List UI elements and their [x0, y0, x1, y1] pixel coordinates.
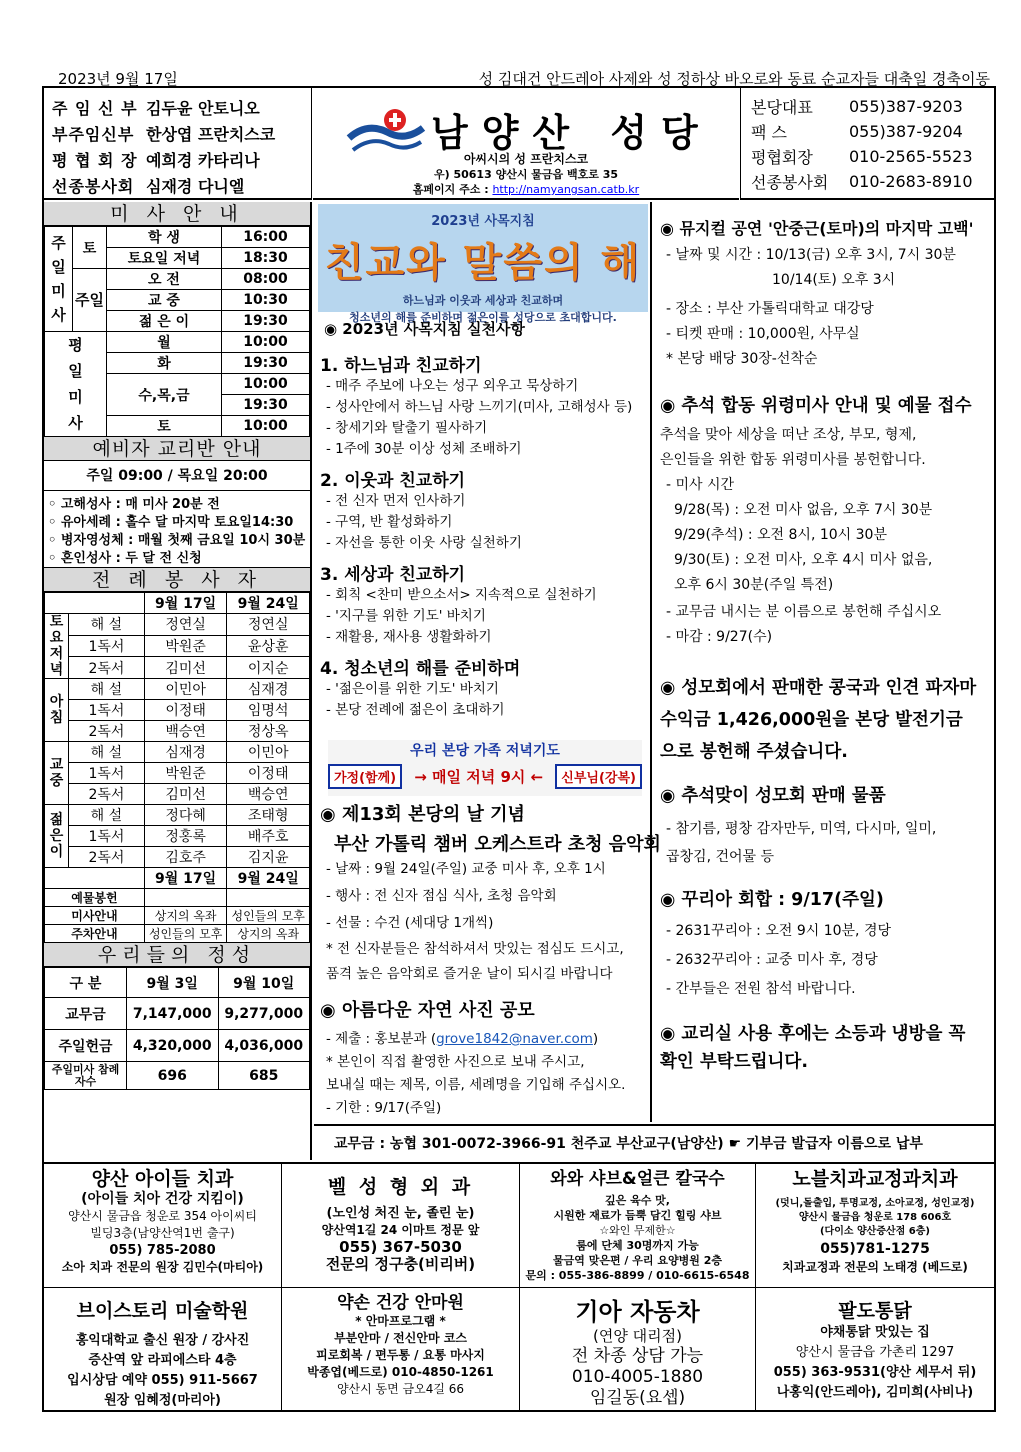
mass-time: 16:00 — [222, 227, 310, 248]
extra-label: 미사안내 — [45, 907, 145, 925]
chuseok-title: ◉ 추석맞이 성모회 판매 물품 — [660, 786, 886, 806]
list-item: * 본인이 직접 촬영한 사진으로 보내 주시고, — [326, 1054, 585, 1070]
role-label: 1독서 — [69, 635, 145, 657]
list-item: - 매주 주보에 나오는 성구 외우고 묵상하기 — [326, 378, 579, 394]
prayer-flow — [328, 764, 642, 789]
pastoral-item-title: 2. 이웃과 친교하기 — [320, 471, 466, 491]
role-label: 해 설 — [69, 679, 145, 700]
ad-plastic-surgery — [282, 1164, 520, 1288]
staff-role: 평 협 회 장 — [52, 150, 138, 170]
person: 백승연 — [144, 721, 227, 742]
classroom-notice-section — [660, 1020, 990, 1076]
parish-day-title: ◉ 제13회 본당의 날 기념 — [320, 804, 525, 825]
list-item: - 1주에 30분 이상 성체 조배하기 — [326, 441, 522, 457]
table-row — [45, 907, 310, 925]
extra-value: 성인들의 모후 — [227, 907, 310, 925]
table-row — [45, 805, 310, 826]
contact-list — [740, 88, 994, 200]
sunday-label: 주일 — [73, 269, 107, 332]
list-item: 확인 부탁드립니다. — [660, 1052, 808, 1072]
table-row — [45, 1062, 310, 1090]
role-label: 해 설 — [69, 805, 145, 826]
photo-contest-section — [320, 996, 650, 1120]
mass-name: 화 — [107, 353, 222, 374]
role-label: 해 설 — [69, 614, 145, 636]
email-link[interactable]: grove1842@naver.com — [436, 1031, 593, 1047]
list-item: - 간부들은 전원 참석 바랍니다. — [666, 981, 856, 997]
ad-line: 부분안마 / 전신안마 코스 — [334, 1331, 467, 1345]
ad-line: 입시상담 예약 055) 911-5667 — [67, 1373, 258, 1388]
staff-role: 주 임 신 부 — [52, 98, 138, 118]
offering-value: 9,277,000 — [218, 998, 310, 1030]
mass-time: 10:00 — [222, 332, 310, 353]
role-label: 1독서 — [69, 700, 145, 721]
list-item: 추석을 맞아 세상을 떠난 조상, 부모, 형제, — [660, 427, 917, 443]
catechumen-time: 주일 09:00 / 목요일 20:00 — [44, 461, 310, 491]
list-item: ◦ 혼인성사 : 두 달 전 신청 — [48, 551, 202, 566]
list-item: - 날짜 및 시간 : 10/13(금) 오후 3시, 7시 30분 — [666, 247, 956, 263]
ad-line: 증산역 앞 라피에스타 4층 — [88, 1353, 237, 1368]
list-item: - 구역, 반 활성화하기 — [326, 514, 453, 530]
chuseok-sales-section — [660, 782, 990, 871]
table-row — [45, 593, 310, 614]
group-label: 젊은이 — [45, 805, 69, 868]
person: 정상옥 — [227, 721, 310, 742]
staff-row — [52, 120, 303, 146]
list-item: - 교무금 내시는 분 이름으로 봉헌해 주십시오 — [666, 604, 942, 620]
person: 박원준 — [144, 635, 227, 657]
ad-art-academy — [44, 1288, 282, 1412]
list-item: 9/30(토) : 오전 미사, 오후 4시 미사 없음, — [674, 552, 933, 568]
extra-label: 주차안내 — [45, 925, 145, 943]
church-name: 남양산 성당 — [431, 111, 712, 155]
mass-name: 토요일 저녁 — [107, 248, 222, 269]
group-label: 교중 — [45, 742, 69, 805]
right-column — [654, 202, 994, 1122]
staff-name: 심재경 다니엘 — [146, 176, 245, 196]
ad-line: 시원한 재료가 듬뿍 담긴 힐링 샤브 — [553, 1209, 722, 1222]
mass-schedule-table — [44, 226, 310, 437]
person: 백승연 — [227, 784, 310, 805]
extra-value: 상지의 옥좌 — [144, 907, 227, 925]
list-item: 9/28(목) : 오전 미사 없음, 오후 7시 30분 — [674, 502, 933, 518]
ad-kia-motors — [520, 1288, 756, 1412]
list-item: - 티켓 판매 : 10,000원, 사무실 — [666, 326, 860, 342]
table-row — [45, 968, 310, 998]
person: 이정태 — [144, 700, 227, 721]
church-patron: 아씨시의 성 프란치스코 — [463, 152, 589, 166]
offering-label: 주일미사 참례자수 — [45, 1062, 127, 1090]
memorial-title: ◉ 추석 합동 위령미사 안내 및 예물 접수 — [660, 396, 972, 416]
mass-time: 18:30 — [222, 248, 310, 269]
evening-prayer-box — [328, 740, 642, 796]
pastoral-title: ◉ 2023년 사목지침 실천사항 — [324, 320, 525, 338]
ad-line: 055) 363-9531(양산 세무서 뒤) — [773, 1365, 977, 1380]
ad-line: 임길동(요셉) — [589, 1388, 686, 1408]
catechumen-title: 예비자 교리반 안내 — [44, 437, 310, 461]
ad-line: 055) 367-5030 — [339, 1238, 462, 1256]
ad-line: 피로회복 / 편두통 / 요통 마사지 — [316, 1348, 485, 1362]
list-item: ◦ 유아세례 : 홀수 달 마지막 토요일14:30 — [48, 515, 294, 530]
offering-value: 4,320,000 — [127, 1030, 219, 1062]
list-item: - 마감 : 9/27(수) — [666, 629, 773, 645]
table-row — [45, 784, 310, 805]
extra-value — [144, 889, 227, 907]
ad-line: 양산시 물금읍 가촌리 1297 — [795, 1345, 955, 1360]
contact-label: 팩 스 — [751, 123, 787, 142]
list-item: - 성사안에서 하느님 사랑 느끼기(미사, 고해성사 등) — [326, 399, 633, 415]
feast-title: 성 김대건 안드레아 사제와 성 정하상 바오로와 동료 순교자들 대축일 경축이동 — [478, 70, 990, 88]
offering-head: 9월 3일 — [127, 968, 219, 998]
parish-day-subtitle: 부산 가톨릭 챔버 오케스트라 초청 음악회 — [334, 834, 661, 855]
person: 이지순 — [227, 657, 310, 679]
ad-line: 깊은 육수 맛, — [605, 1194, 670, 1207]
pastoral-item-title: 4. 청소년의 해를 준비하며 — [320, 659, 521, 679]
prayer-family: 가정(함께) — [328, 764, 402, 789]
ad-title: 양산 아이들 치과 — [91, 1168, 234, 1190]
person: 조태형 — [227, 805, 310, 826]
ad-title: 약손 건강 안마원 — [337, 1293, 464, 1313]
prayer-time: → 매일 저녁 9시 ← — [414, 768, 544, 786]
ad-line: 원장 임혜정(마리아) — [104, 1393, 221, 1408]
list-item: - '지구를 위한 기도' 바치기 — [326, 608, 486, 624]
list-item: 으로 봉헌해 주셨습니다. — [660, 742, 848, 762]
list-item: - 장소 : 부산 가톨릭대학교 대강당 — [666, 301, 874, 317]
contact-value: 010-2565-5523 — [849, 147, 973, 166]
ad-dental-kids — [44, 1164, 282, 1288]
list-item: - 재활용, 재사용 생활화하기 — [326, 629, 492, 645]
liturgy-date: 9월 24일 — [227, 593, 310, 614]
offering-value: 685 — [218, 1062, 310, 1090]
list-item: 품격 높은 음악회로 즐거운 날이 되시길 바랍니다 — [326, 966, 613, 982]
list-item: * 본당 배당 30장-선착순 — [666, 351, 818, 367]
mass-time: 10:00 — [222, 374, 310, 395]
ad-line: 치과교정과 전문의 노태경 (베드로) — [782, 1260, 968, 1274]
table-row — [45, 847, 310, 868]
table-row — [45, 614, 310, 636]
list-item: 10/14(토) 오후 3시 — [772, 272, 896, 288]
contact-row — [751, 119, 984, 144]
offering-head: 구 분 — [45, 968, 127, 998]
submit-label: - 제출 : 홍보분과 ( — [326, 1031, 437, 1047]
table-row — [45, 721, 310, 742]
ad-title: 와와 샤브&얼큰 칼국수 — [550, 1169, 725, 1189]
pastoral-section — [320, 318, 650, 721]
person: 배주호 — [227, 826, 310, 847]
mass-time: 08:00 — [222, 269, 310, 290]
left-column — [44, 202, 312, 1160]
person: 정다혜 — [144, 805, 227, 826]
donation-account: 교무금 : 농협 301-0072-3966-91 천주교 부산교구(남양산) ☛ 기부금 발급자 이름으로 납부 — [314, 1124, 994, 1162]
photo-contest-title: ◉ 아름다운 자연 사진 공모 — [320, 1000, 535, 1021]
ad-line: 소아 치과 전문의 원장 김민수(마티아) — [61, 1260, 264, 1274]
ad-massage — [282, 1288, 520, 1412]
person: 윤상훈 — [227, 635, 310, 657]
ad-line: (노인성 처진 눈, 졸린 눈) — [326, 1206, 475, 1221]
weekday-mass-label: 평일미사 — [45, 332, 107, 437]
photo-submit — [320, 1028, 650, 1051]
ad-line: 전문의 정구충(비리버) — [325, 1255, 476, 1273]
list-item: - 참기름, 평창 감자만두, 미역, 다시마, 일미, — [666, 821, 937, 837]
table-row — [45, 679, 310, 700]
ad-line: (아이들 치아 건강 지킴이) — [81, 1191, 244, 1207]
mass-name: 오 전 — [107, 269, 222, 290]
banner-title: 친교와 말씀의 해 — [324, 240, 642, 286]
contact-label: 평협회장 — [751, 148, 813, 167]
offering-head: 9월 10일 — [218, 968, 310, 998]
offering-label: 교무금 — [45, 998, 127, 1030]
list-item: - 미사 시간 — [666, 477, 735, 493]
person: 김미선 — [144, 784, 227, 805]
extra-value: 상지의 옥좌 — [227, 925, 310, 943]
staff-list — [44, 88, 312, 200]
list-item: 9/29(추석) : 오전 8시, 10시 30분 — [674, 527, 887, 543]
role-label: 2독서 — [69, 657, 145, 679]
mass-time: 19:30 — [222, 395, 310, 416]
staff-name: 예희경 카타리나 — [146, 150, 260, 170]
list-item: - 기한 : 9/17(주일) — [326, 1100, 442, 1116]
list-item: ◦ 고해성사 : 매 미사 20분 전 — [48, 497, 220, 512]
list-item: 곱창김, 건어물 등 — [666, 849, 775, 865]
parish-day-section — [320, 800, 661, 987]
staff-name: 한상엽 프란치스코 — [146, 124, 276, 144]
person: 이정태 — [227, 763, 310, 784]
mass-schedule-title: 미 사 안 내 — [44, 202, 310, 226]
table-row — [45, 998, 310, 1030]
contact-row — [751, 169, 984, 194]
liturgy-title: 전 례 봉 사 자 — [44, 568, 310, 592]
list-item: - '젊은이를 위한 기도' 바치기 — [326, 681, 499, 697]
pastoral-banner — [318, 204, 648, 324]
table-row — [45, 763, 310, 784]
ad-line: 양산역1길 24 이마트 정문 앞 — [321, 1223, 480, 1237]
table-row — [45, 657, 310, 679]
table-row — [45, 269, 310, 290]
list-item: - 날짜 : 9월 24일(주일) 교중 미사 후, 오후 1시 — [326, 861, 606, 877]
list-item: - 행사 : 전 신자 점심 식사, 초청 음악회 — [326, 888, 557, 904]
person: 박원준 — [144, 763, 227, 784]
staff-row — [52, 172, 303, 198]
ad-line: 빌딩3층(남양산역1번 출구) — [90, 1226, 235, 1240]
list-item: - 창세기와 탈출기 필사하기 — [326, 420, 488, 436]
ad-line: 010-4005-1880 — [571, 1367, 704, 1387]
list-item: * 전 신자분들은 참석하셔서 맛있는 점심도 드시고, — [326, 941, 624, 957]
table-row — [45, 742, 310, 763]
ad-line: 양산시 동면 금오4길 66 — [336, 1382, 465, 1396]
staff-name: 김두윤 안토니오 — [146, 98, 260, 118]
table-row — [45, 925, 310, 943]
bulletin-date: 2023년 9월 17일 — [58, 70, 178, 88]
offering-value: 696 — [127, 1062, 219, 1090]
musical-title: ◉ 뮤지컬 공연 '안중근(토마)의 마지막 고백' — [660, 219, 974, 238]
pastoral-item-title: 3. 세상과 친교하기 — [320, 565, 466, 585]
offering-label: 주일헌금 — [45, 1030, 127, 1062]
extra-value: 성인들의 모후 — [144, 925, 227, 943]
liturgy-date: 9월 17일 — [144, 593, 227, 614]
ad-line: (다이소 양산증산점 6층) — [819, 1226, 930, 1237]
website-link[interactable]: http://namyangsan.catb.kr — [492, 183, 640, 196]
submit-end: ) — [592, 1031, 599, 1047]
role-label: 2독서 — [69, 847, 145, 868]
banner-sub1: 하느님과 이웃과 세상과 친교하며 — [402, 294, 564, 307]
offering-table — [44, 967, 310, 1090]
ad-title: 벨 성 형 외 과 — [327, 1176, 474, 1198]
mass-name: 월 — [107, 332, 222, 353]
musical-section — [660, 216, 990, 372]
table-row — [45, 227, 310, 248]
staff-role: 선종봉사회 — [52, 176, 135, 196]
list-item: 오후 6시 30분(주일 특전) — [674, 577, 834, 593]
list-item: - 2632꾸리아 : 교중 미사 후, 경당 — [666, 952, 878, 968]
mass-time: 10:00 — [222, 416, 310, 437]
contact-row — [751, 144, 984, 169]
list-item: - 전 신자 먼저 인사하기 — [326, 493, 466, 509]
table-row — [45, 826, 310, 847]
ad-title: 기아 자동차 — [575, 1298, 700, 1326]
ad-line: 룸에 단체 30명까지 가능 — [576, 1239, 699, 1252]
list-item: - 본당 전례에 젊은이 초대하기 — [326, 702, 505, 718]
ad-title: 노블치과교정과치과 — [792, 1168, 958, 1190]
ad-line: * 안마프로그램 * — [355, 1314, 446, 1328]
advertisements — [44, 1162, 994, 1410]
staff-row — [52, 146, 303, 172]
mass-name: 수,목,금 — [107, 374, 222, 416]
mass-time: 10:30 — [222, 290, 310, 311]
person: 심재경 — [227, 679, 310, 700]
table-row — [45, 1030, 310, 1062]
mass-name: 학 생 — [107, 227, 222, 248]
list-item: 보내실 때는 제목, 이름, 세례명을 기입해 주십시오. — [326, 1077, 626, 1093]
church-header — [313, 88, 739, 200]
list-item: 은인들을 위한 합동 위령미사를 봉헌합니다. — [660, 452, 926, 468]
ad-line: 문의 : 055-386-8899 / 010-6615-6548 — [525, 1269, 750, 1282]
list-item: ◉ 교리실 사용 후에는 소등과 냉방을 꼭 — [660, 1024, 966, 1044]
ad-line: 홍익대학교 출신 원장 / 강사진 — [75, 1333, 250, 1348]
curia-section — [660, 886, 990, 1004]
table-row — [45, 332, 310, 353]
sacrament-notices — [44, 491, 310, 568]
curia-title: ◉ 꾸리아 회합 : 9/17(주일) — [660, 890, 884, 910]
person: 심재경 — [144, 742, 227, 763]
group-label: 토요저녁 — [45, 614, 69, 679]
person: 임명석 — [227, 700, 310, 721]
table-row — [45, 868, 310, 889]
table-row — [45, 889, 310, 907]
person: 김지윤 — [227, 847, 310, 868]
church-address: 우) 50613 양산시 물금읍 백호로 35 — [433, 168, 618, 181]
ad-line: 나홍익(안드레아), 김미희(사비나) — [776, 1385, 974, 1400]
contact-label: 본당대표 — [751, 98, 813, 117]
mass-name: 토 — [107, 416, 222, 437]
list-item: 수익금 1,426,000원을 본당 발전기금 — [660, 710, 963, 730]
person: 이민아 — [144, 679, 227, 700]
contact-value: 055)387-9203 — [849, 97, 963, 116]
person: 이민아 — [227, 742, 310, 763]
liturgy-date: 9월 24일 — [227, 868, 310, 889]
middle-column — [314, 202, 661, 1122]
list-item: ◦ 병자영성체 : 매월 첫째 금요일 10시 30분 — [48, 533, 306, 548]
ad-line: ☆와인 무제한☆ — [599, 1224, 676, 1237]
ad-title: 브이스토리 미술학원 — [76, 1300, 249, 1322]
mass-name: 교 중 — [107, 290, 222, 311]
mass-time: 19:30 — [222, 353, 310, 374]
church-website — [313, 181, 739, 197]
mass-name: 젊 은 이 — [107, 311, 222, 332]
extra-label: 예물봉헌 — [45, 889, 145, 907]
ad-line: 물금역 맞은편 / 우리 요양병원 2층 — [553, 1254, 722, 1267]
contact-row — [751, 94, 984, 119]
ad-orthodontics — [756, 1164, 994, 1288]
role-label: 1독서 — [69, 826, 145, 847]
role-label: 2독서 — [69, 721, 145, 742]
list-item: - 자선을 통한 이웃 사랑 실천하기 — [326, 535, 522, 551]
ad-title: 팔도통닭 — [838, 1300, 912, 1322]
banner-year: 2023년 사목지침 — [431, 214, 535, 229]
list-item: - 2631꾸리아 : 오전 9시 10분, 경당 — [666, 923, 891, 939]
offering-value: 4,036,000 — [218, 1030, 310, 1062]
person: 김호주 — [144, 847, 227, 868]
weekend-mass-label: 주일미사 — [45, 227, 73, 332]
sales-notice-section — [660, 672, 990, 768]
ad-line: 055) 785-2080 — [109, 1243, 216, 1258]
table-row — [45, 635, 310, 657]
list-item: - 회칙 <찬미 받으소서> 지속적으로 실천하기 — [326, 587, 597, 603]
group-label: 아침 — [45, 679, 69, 742]
extra-value — [227, 889, 310, 907]
website-label: 홈페이지 주소 : — [412, 183, 489, 196]
contact-value: 010-2683-8910 — [849, 172, 973, 191]
staff-role: 부주임신부 — [52, 124, 135, 144]
role-label: 1독서 — [69, 763, 145, 784]
ad-line: (연양 대리점) — [593, 1327, 682, 1345]
prayer-title: 우리 본당 가족 저녁기도 — [410, 743, 560, 759]
saturday-label: 토 — [73, 227, 107, 269]
liturgy-date: 9월 17일 — [144, 868, 227, 889]
ad-line: 양산시 물금읍 청운로 178 606호 — [798, 1212, 952, 1223]
person: 정연실 — [144, 614, 227, 636]
person: 김미선 — [144, 657, 227, 679]
offering-value: 7,147,000 — [127, 998, 219, 1030]
prayer-priest: 신부님(강복) — [555, 764, 642, 789]
ad-line: 박종엽(베드로) 010-4850-1261 — [307, 1365, 494, 1379]
ad-line: 전 차종 상담 가능 — [571, 1346, 704, 1366]
person: 정연실 — [227, 614, 310, 636]
table-row — [45, 700, 310, 721]
ad-line: 야채통닭 맛있는 집 — [820, 1325, 930, 1340]
list-item: ◉ 성모회에서 판매한 콩국과 인견 파자마 — [660, 678, 977, 698]
mass-time: 19:30 — [222, 311, 310, 332]
ad-line: 055)781-1275 — [820, 1241, 930, 1257]
ad-chicken — [756, 1288, 994, 1412]
pastoral-item-title: 1. 하느님과 친교하기 — [320, 356, 482, 376]
list-item: - 선물 : 수건 (세대당 1개씩) — [326, 915, 494, 931]
role-label: 2독서 — [69, 784, 145, 805]
person: 정홍록 — [144, 826, 227, 847]
ad-line: 양산시 물금읍 청운로 354 아이씨티 — [68, 1209, 257, 1223]
staff-row — [52, 94, 303, 120]
contact-label: 선종봉사회 — [751, 173, 829, 192]
offering-title: 우리들의 정성 — [44, 943, 310, 967]
ad-shabu-restaurant — [520, 1164, 756, 1288]
contact-value: 055)387-9204 — [849, 122, 963, 141]
role-label: 해 설 — [69, 742, 145, 763]
banner-sub2: 청소년의 해를 준비하며 젊은이를 성당으로 초대합니다. — [349, 311, 617, 324]
memorial-mass-section — [660, 392, 990, 650]
ad-line: (덧니,돌출입, 투명교정, 소아교정, 성인교정) — [775, 1198, 975, 1209]
liturgy-table — [44, 592, 310, 943]
